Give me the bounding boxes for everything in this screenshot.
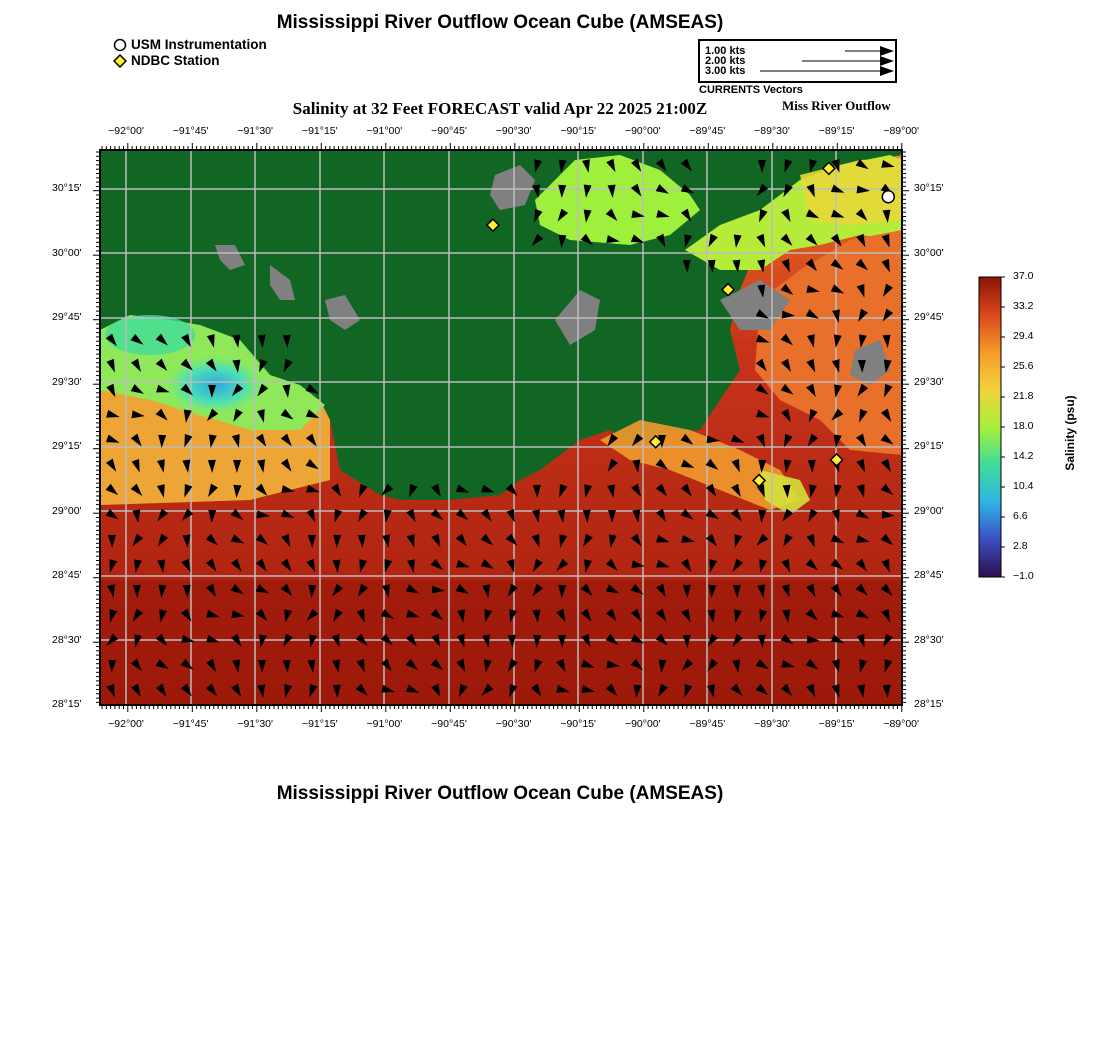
map-field	[100, 150, 902, 705]
colorbar-tick-label: 6.6	[1013, 510, 1028, 522]
colorbar	[975, 275, 1005, 580]
lat-label-left: 29°30'	[52, 375, 82, 388]
colorbar-tick-label: 14.2	[1013, 450, 1034, 462]
deep-water	[100, 580, 902, 705]
lat-label-right: 30°00'	[914, 246, 944, 259]
colorbar-tick-label: −1.0	[1013, 570, 1034, 582]
lon-label-top: −89°15'	[818, 125, 855, 137]
vector-label-1: 1.00 kts	[705, 45, 746, 57]
colorbar-tick-label: 33.2	[1013, 300, 1034, 312]
lake-west-north	[105, 315, 195, 355]
lon-label-bottom: −90°15'	[560, 718, 597, 730]
colorbar-tick-label: 21.8	[1013, 390, 1034, 402]
vector-caption: CURRENTS Vectors	[699, 84, 803, 96]
lat-label-right: 30°15'	[914, 182, 944, 194]
lon-label-bottom: −90°45'	[431, 718, 467, 730]
lon-label-top: −90°45'	[431, 125, 467, 137]
vector-label-2: 2.00 kts	[705, 55, 746, 67]
lon-label-top: −91°00'	[366, 125, 403, 137]
lon-label-bottom: −91°00'	[366, 718, 403, 730]
lat-label-left: 30°15'	[52, 182, 82, 194]
page-title: Mississippi River Outflow Ocean Cube (AMSEAS)	[276, 12, 724, 33]
lat-label-left: 29°45'	[52, 311, 82, 323]
usm-station-marker[interactable]	[882, 191, 894, 203]
colorbar-title: Salinity (psu)	[1063, 395, 1077, 471]
map-subtitle: Salinity at 32 Feet FORECAST valid Apr 22 2025 21:00Z	[292, 99, 708, 118]
colorbar-tick-label: 37.0	[1013, 270, 1034, 282]
colorbar-tick-label: 29.4	[1013, 330, 1034, 342]
lat-label-left: 28°45'	[52, 569, 82, 581]
lat-label-left: 28°30'	[52, 633, 82, 646]
lat-label-right: 28°30'	[914, 633, 944, 646]
lat-label-right: 29°15'	[914, 440, 944, 452]
lat-label-right: 28°45'	[914, 569, 944, 581]
lat-label-right: 29°30'	[914, 375, 944, 388]
colorbar-tick-label: 25.6	[1013, 360, 1034, 372]
lon-label-bottom: −90°30'	[495, 718, 532, 730]
colorbar-tick-label: 10.4	[1013, 480, 1034, 492]
lon-label-top: −91°30'	[237, 125, 274, 137]
lat-label-left: 28°15'	[52, 698, 82, 710]
lon-label-bottom: −89°30'	[754, 718, 790, 730]
lat-label-right: 29°45'	[914, 311, 944, 323]
lon-label-bottom: −91°45'	[172, 718, 209, 730]
lake-west-fresh	[155, 350, 275, 420]
lon-label-top: −89°30'	[754, 125, 790, 137]
colorbar-tick-label: 2.8	[1013, 540, 1028, 552]
legend-usm-label: USM Instrumentation	[131, 37, 267, 52]
lon-label-bottom: −91°30'	[237, 718, 274, 730]
lon-label-bottom: −89°45'	[689, 718, 726, 730]
lon-label-top: −91°45'	[172, 125, 209, 137]
lon-label-top: −91°15'	[301, 125, 338, 137]
lat-label-right: 29°00'	[914, 504, 944, 517]
legend-ndbc-label: NDBC Station	[131, 53, 220, 68]
lon-label-top: −89°00'	[883, 125, 920, 137]
vector-label-3: 3.00 kts	[705, 65, 746, 77]
lat-label-left: 29°15'	[52, 440, 82, 452]
lat-label-left: 29°00'	[52, 504, 82, 517]
lon-label-top: −90°30'	[495, 125, 532, 137]
lon-label-bottom: −91°15'	[301, 718, 338, 730]
lon-label-top: −92°00'	[108, 125, 144, 137]
lat-label-left: 30°00'	[52, 246, 82, 259]
page-title-bottom: Mississippi River Outflow Ocean Cube (AMSEAS)	[276, 783, 724, 804]
lon-label-bottom: −90°00'	[624, 718, 661, 730]
lon-label-top: −90°00'	[624, 125, 661, 137]
colorbar-tick-label: 18.0	[1013, 420, 1034, 432]
lon-label-bottom: −89°00'	[883, 718, 920, 730]
lat-label-right: 28°15'	[914, 698, 944, 710]
lon-label-top: −89°45'	[689, 125, 726, 137]
colorbar-gradient	[979, 277, 1001, 577]
lon-label-bottom: −89°15'	[818, 718, 855, 730]
lon-label-top: −90°15'	[560, 125, 597, 137]
lon-label-bottom: −92°00'	[108, 718, 144, 730]
region-label: Miss River Outflow	[782, 98, 891, 113]
